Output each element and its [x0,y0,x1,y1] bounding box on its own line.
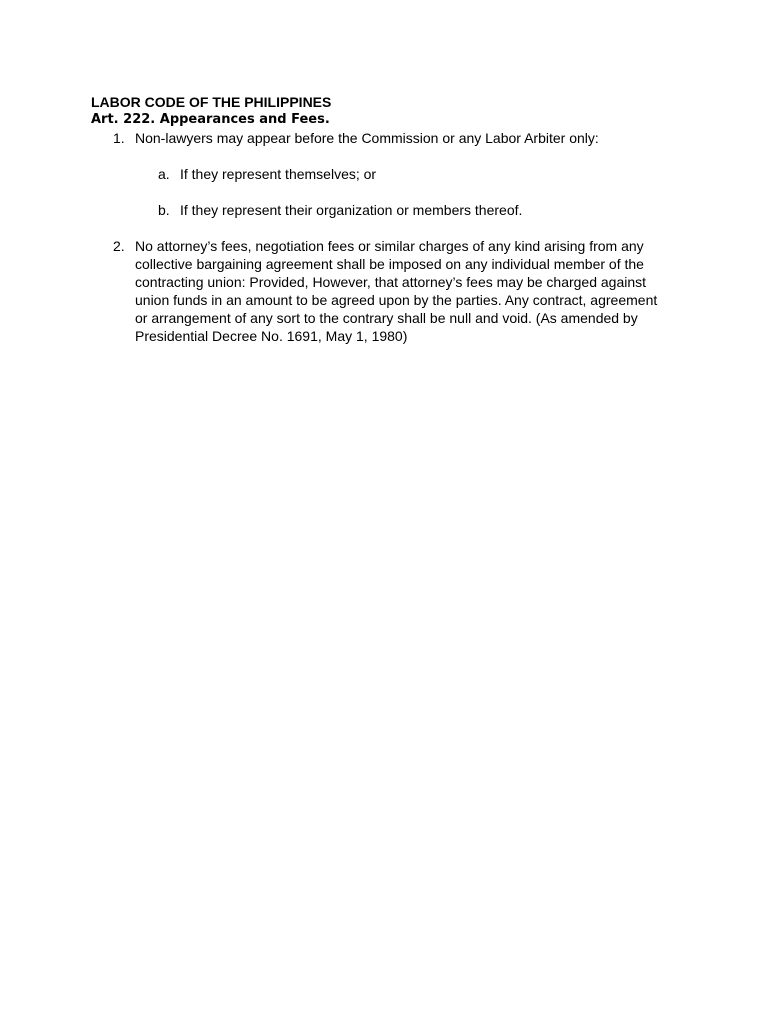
article-heading: Art. 222. Appearances and Fees. [91,112,330,127]
list-item-1 [91,129,671,147]
sub-item-text: If they represent their organization or members thereof. [180,202,523,218]
document-content [91,94,671,345]
list-item-2 [91,237,671,345]
sub-item-letter: b. [158,202,170,218]
sub-item-b [91,201,671,219]
sub-item-text: If they represent themselves; or [180,166,377,182]
list-item-text: No attorney’s fees, negotiation fees or similar charges of any kind arising from any collective bargaining agreement shall be imposed on any individual member of the contracting union: Provided, However, that attorney’s fees may be charged against union funds in an amount to be agreed upon by the parties. Any contract, agreement or arrangement of any sort to the contrary shall be null and void. (As amended by Presidential Decree No. 1691, May 1, 1980) [135,238,658,344]
list-item-number: 2. [113,238,125,254]
list-item-text: Non-lawyers may appear before the Commission or any Labor Arbiter only: [135,130,599,146]
sub-item-a [91,165,671,183]
list-item-number: 1. [113,130,125,146]
sub-item-letter: a. [158,166,170,182]
document-title: LABOR CODE OF THE PHILIPPINES [91,94,332,110]
